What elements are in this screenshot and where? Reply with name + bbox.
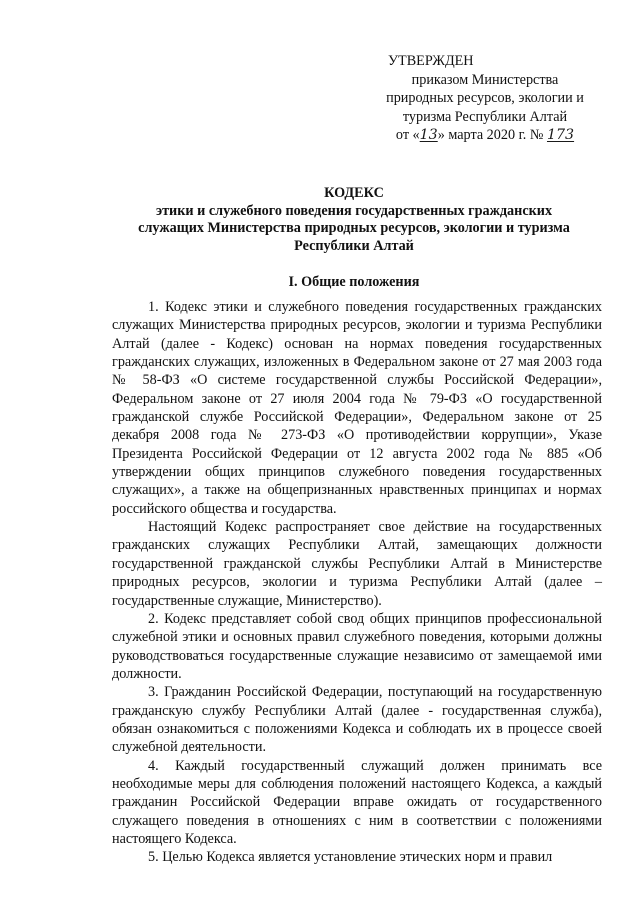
approval-heading: УТВЕРЖДЕН — [388, 53, 474, 69]
paragraph-2: Настоящий Кодекс распространяет свое действие на государственных гражданских служащих Республики Алтай, замещающих должности государственной гражданской службы Республики Алтай в Министерстве природных ресурсов, экологии и туризма Республики Алтай (далее – государственные служащие, Министерство). — [112, 519, 602, 609]
approval-day-handwritten: 13 — [419, 127, 438, 144]
title-subtitle-3: Республики Алтай — [294, 237, 414, 254]
paragraph-4: 3. Гражданин Российской Федерации, поступающий на государственную гражданскую службу Республики Алтай (далее - государственная служба), обязан ознакомиться с положениями Кодекса и соблюдать их в процессе своей служебной деятельности. — [112, 684, 602, 756]
approval-date-line — [360, 126, 610, 145]
paragraph-5: 4. Каждый государственный служащий должен принимать все необходимые меры для соблюдения положений настоящего Кодекса, а каждый гражданин Российской Федерации вправе ожидать от государственного служащего поведения в отношениях с ним в соответствии с положениями настоящего Кодекса. — [112, 757, 602, 847]
approval-line-3: туризма Республики Алтай — [402, 108, 568, 125]
document-body — [112, 298, 602, 867]
approval-line-2: природных ресурсов, экологии и — [386, 90, 584, 107]
document-title — [108, 185, 600, 255]
title-subtitle-1: этики и служебного поведения государственных гражданских — [155, 202, 553, 219]
paragraph-6: 5. Целью Кодекса является установление этических норм и правил — [148, 849, 553, 866]
title-main: КОДЕКС — [324, 185, 384, 201]
approval-line-1: приказом Министерства — [411, 71, 559, 88]
approval-stamp — [360, 52, 610, 145]
title-subtitle-2: служащих Министерства природных ресурсов, экологии и туризма — [138, 220, 570, 237]
section-title: I. Общие положения — [288, 274, 420, 290]
paragraph-3: 2. Кодекс представляет собой свод общих принципов профессиональной служебной этики и основных правил служебного поведения, которыми должны руководствоваться государственные служащие независимо от замещаемой ими должности. — [112, 610, 602, 682]
approval-number-handwritten: 173 — [546, 127, 575, 144]
approval-date-prefix: от « — [395, 127, 420, 144]
paragraph-1: 1. Кодекс этики и служебного поведения государственных гражданских служащих Министерства природных ресурсов, экологии и туризма Республики Алтай (далее - Кодекс) основан на нормах поведения государственных гражданских служащих, изложенных в Федеральном законе от 27 мая 2003 года № 58-ФЗ «О системе государственной службы Российской Федерации», Федеральном законе от 27 июля 2004 года № 79-ФЗ «О государственной гражданской службе Российской Федерации», Федеральном законе от 25 декабря 2008 года № 273-ФЗ «О противодействии коррупции», Указе Президента Российской Федерации от 12 августа 2002 года № 885 «Об утверждении общих принципов служебного поведения государственных служащих», а также на общепризнанных нравственных принципах и нормах российского общества и государства. — [112, 299, 602, 517]
approval-date-suffix: » марта 2020 г. № — [437, 127, 544, 144]
